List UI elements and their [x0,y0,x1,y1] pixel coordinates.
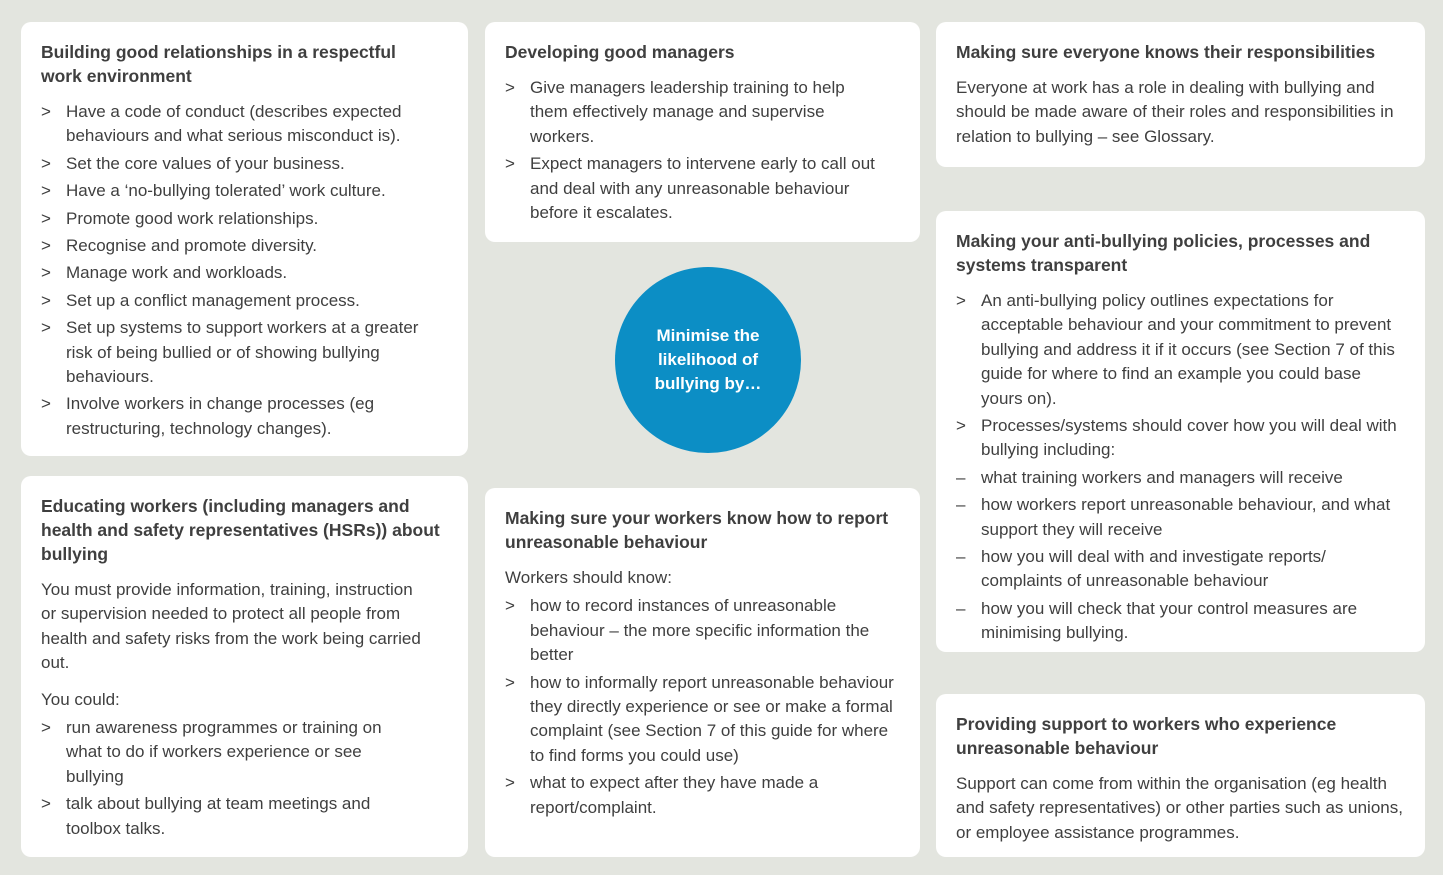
sub-list [956,466,1405,646]
sub-list-item: – what training workers and managers will receive [956,466,1405,490]
card-title: Providing support to workers who experience unreasonable behaviour [956,714,1337,758]
list-item [956,414,1401,463]
list-item: > how to record instances of unreasonable behaviour – the more specific information the better [505,594,895,667]
card-title: Making sure your workers know how to report unreasonable behaviour [505,508,889,552]
list-item: > Expect managers to intervene early to call out and deal with any unreasonable behaviour before it escalates. [505,152,890,225]
card-title: Educating workers (including managers and health and safety representatives (HSRs)) about bullying [41,496,440,564]
list-item: > Involve workers in change processes (eg restructuring, technology changes). [41,392,426,441]
center-circle [615,267,801,453]
sub-list-item: – how you will check that your control measures are minimising bullying. [956,597,1401,646]
bullet-list [41,100,448,441]
card-text: Everyone at work has a role in dealing with bullying and should be made aware of their roles and responsibilities in relation to bullying – see Glossary. [956,78,1394,146]
card-transparent-policies [936,211,1425,652]
list-item: > Set up a conflict management process. [41,289,448,313]
list-item: > Set the core values of your business. [41,152,448,176]
sub-list-item: – how you will deal with and investigate reports/ complaints of unreasonable behaviour [956,545,1401,594]
list-item: > Manage work and workloads. [41,261,448,285]
bullet-list [956,289,1405,463]
card-title: Making your anti-bullying policies, processes and systems transparent [956,231,1371,275]
center-circle-text: Minimise the likelihood of bullying by… [654,326,762,393]
card-reporting [485,488,920,857]
list-item: > Set up systems to support workers at a greater risk of being bullied or of showing bullying behaviours. [41,316,426,389]
card-text: Workers should know: [505,568,672,587]
list-item: > Recognise and promote diversity. [41,234,448,258]
list-item: > run awareness programmes or training on what to do if workers experience or see bullying [41,716,406,789]
sub-list-item: – how workers report unreasonable behaviour, and what support they will receive [956,493,1391,542]
list-item: > how to informally report unreasonable behaviour they directly experience or see or make a formal complaint (see Section 7 of this guide for where to find forms you could use) [505,671,900,769]
card-text: You must provide information, training, instruction or supervision needed to protect all people from health and safety risks from the work being carried out. [41,580,421,673]
card-text: Support can come from within the organisation (eg health and safety representatives) or other parties such as unions, or employee assistance programmes. [956,774,1403,842]
list-item: > Have a ‘no-bullying tolerated’ work culture. [41,179,448,203]
bullet-list [505,594,900,820]
card-support [936,694,1425,857]
card-good-relationships [21,22,468,456]
card-text-could: You could: [41,689,120,709]
list-item: > talk about bullying at team meetings and toolbox talks. [41,792,396,841]
list-item-text: Processes/systems should cover how you will deal with bullying including: [981,416,1397,460]
card-good-managers [485,22,920,242]
card-title: Making sure everyone knows their responsibilities [956,42,1376,62]
list-item: > Have a code of conduct (describes expected behaviours and what serious misconduct is). [41,100,448,149]
card-responsibilities [936,22,1425,167]
list-item: > what to expect after they have made a report/complaint. [505,771,890,820]
bullet-list [41,716,448,841]
bullet-list [505,76,900,225]
card-educating-workers [21,476,468,857]
card-title: Building good relationships in a respectful work environment [41,42,396,86]
list-item: > An anti-bullying policy outlines expectations for acceptable behaviour and your commitment to prevent bullying and address it if it occurs (see Section 7 of this guide for where to find an example you could base yours on). [956,289,1396,411]
card-title: Developing good managers [505,42,735,62]
list-item: > Give managers leadership training to help them effectively manage and supervise workers. [505,76,860,149]
list-item: > Promote good work relationships. [41,207,448,231]
